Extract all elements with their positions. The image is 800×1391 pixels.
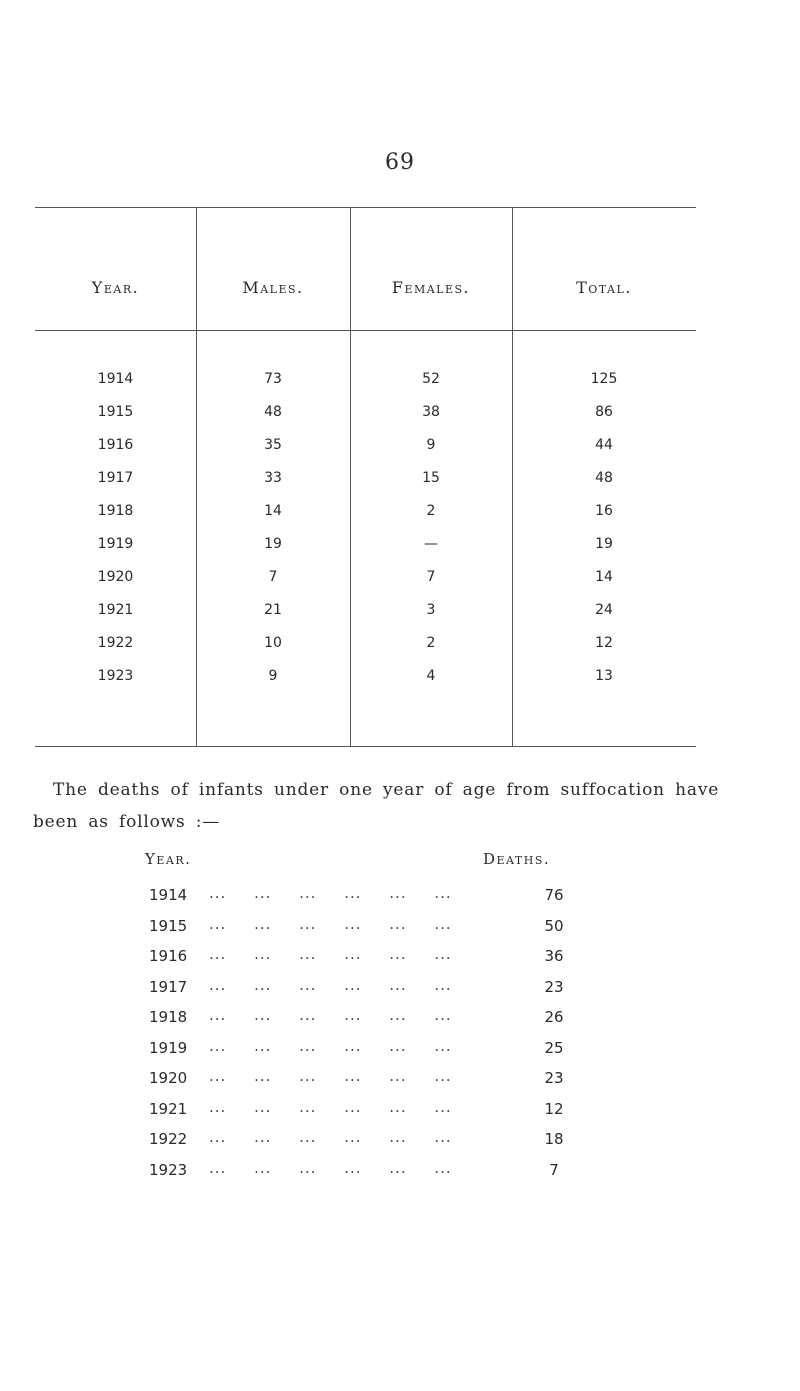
cell-year: 1914 xyxy=(97,371,134,387)
cell-males: 14 xyxy=(264,503,282,519)
cell-males: 73 xyxy=(264,371,282,387)
list-deaths: 76 xyxy=(544,886,564,904)
dot-leader: ... ... ... ... ... ... xyxy=(209,1067,452,1085)
table-row xyxy=(35,503,696,523)
list-year: 1914 xyxy=(149,886,188,904)
paragraph-line-2: been as follows :— xyxy=(33,812,221,832)
dot-leader: ... ... ... ... ... ... xyxy=(209,914,452,933)
list-deaths: 23 xyxy=(544,1069,564,1087)
dot-leader: ... ... ... ... ... ... xyxy=(209,1158,452,1177)
cell-total: 12 xyxy=(595,635,613,651)
cell-total: 14 xyxy=(595,569,613,585)
cell-females: 15 xyxy=(422,470,440,486)
cell-total: 125 xyxy=(590,371,618,387)
table-row xyxy=(35,536,696,556)
list-deaths: 12 xyxy=(544,1099,564,1118)
cell-males: 35 xyxy=(264,437,282,453)
list-year: 1917 xyxy=(149,977,188,996)
list-year: 1918 xyxy=(149,1008,188,1026)
table-row xyxy=(35,404,696,424)
cell-year: 1919 xyxy=(97,536,134,552)
cell-males: 48 xyxy=(264,404,282,420)
list-item xyxy=(149,886,579,910)
list-deaths: 23 xyxy=(544,977,564,996)
list-year: 1920 xyxy=(149,1069,188,1087)
list-item xyxy=(149,914,579,941)
cell-total: 86 xyxy=(595,404,613,420)
cell-females: 38 xyxy=(422,404,440,420)
header-females: Females. xyxy=(391,278,471,297)
dot-leader: ... ... ... ... ... ... xyxy=(209,945,452,963)
cell-year: 1922 xyxy=(97,635,134,651)
table-row xyxy=(35,668,696,688)
header-year: Year. xyxy=(91,278,140,297)
dot-leader: ... ... ... ... ... ... xyxy=(209,1097,452,1116)
dot-leader: ... ... ... ... ... ... xyxy=(209,1128,452,1146)
list-header-deaths: Deaths. xyxy=(483,850,551,868)
cell-females: 2 xyxy=(426,503,436,519)
cell-year: 1916 xyxy=(97,437,134,453)
list-item xyxy=(149,975,579,1002)
table-row xyxy=(35,470,696,490)
list-item xyxy=(149,1097,579,1124)
dot-leader: ... ... ... ... ... ... xyxy=(209,975,452,994)
table-row xyxy=(35,602,696,622)
cell-year: 1917 xyxy=(97,470,134,486)
table-row xyxy=(35,635,696,655)
dot-leader: ... ... ... ... ... ... xyxy=(209,884,452,902)
cell-males: 33 xyxy=(264,470,282,486)
dot-leader: ... ... ... ... ... ... xyxy=(209,1006,452,1024)
cell-females: 52 xyxy=(422,371,440,387)
paragraph-line-1: The deaths of infants under one year of age from suffocation have xyxy=(53,780,720,800)
cell-males: 21 xyxy=(264,602,282,618)
list-item xyxy=(149,1069,579,1093)
list-year: 1916 xyxy=(149,947,188,965)
cell-total: 19 xyxy=(595,536,613,552)
cell-total: 48 xyxy=(595,470,613,486)
cell-total: 24 xyxy=(595,602,613,618)
cell-total: 16 xyxy=(595,503,613,519)
page-number: 69 xyxy=(385,150,415,175)
list-deaths: 25 xyxy=(544,1038,564,1057)
cell-males: 10 xyxy=(264,635,282,651)
list-item xyxy=(149,1130,579,1154)
table-row xyxy=(35,569,696,589)
list-year: 1919 xyxy=(149,1038,188,1057)
cell-year: 1915 xyxy=(97,404,134,420)
cell-females: 7 xyxy=(426,569,436,585)
cell-females: — xyxy=(424,536,438,552)
list-header-year: Year. xyxy=(145,850,192,868)
list-item xyxy=(149,1158,579,1185)
cell-year: 1920 xyxy=(97,569,134,585)
list-deaths: 18 xyxy=(544,1130,564,1148)
cell-males: 7 xyxy=(268,569,278,585)
list-year: 1923 xyxy=(149,1160,188,1179)
cell-year: 1918 xyxy=(97,503,134,519)
list-year: 1915 xyxy=(149,916,188,935)
table-row xyxy=(35,371,696,391)
header-males: Males. xyxy=(242,278,304,297)
cell-females: 2 xyxy=(426,635,436,651)
cell-females: 3 xyxy=(426,602,436,618)
cell-males: 19 xyxy=(264,536,282,552)
list-item xyxy=(149,1036,579,1063)
cell-year: 1923 xyxy=(97,668,134,684)
list-deaths: 50 xyxy=(544,916,564,935)
cell-total: 13 xyxy=(595,668,613,684)
list-year: 1922 xyxy=(149,1130,188,1148)
cell-males: 9 xyxy=(268,668,278,684)
table-row xyxy=(35,437,696,457)
header-total: Total. xyxy=(576,278,632,297)
list-item xyxy=(149,947,579,971)
cell-total: 44 xyxy=(595,437,613,453)
list-deaths: 26 xyxy=(544,1008,564,1026)
cell-year: 1921 xyxy=(97,602,134,618)
suffocation-paragraph xyxy=(33,774,793,838)
list-deaths: 36 xyxy=(544,947,564,965)
list-deaths: 7 xyxy=(549,1160,559,1179)
cell-females: 4 xyxy=(426,668,436,684)
infant-deaths-table xyxy=(35,207,696,747)
dot-leader: ... ... ... ... ... ... xyxy=(209,1036,452,1055)
header-divider xyxy=(35,330,696,331)
list-year: 1921 xyxy=(149,1099,188,1118)
list-item xyxy=(149,1008,579,1032)
cell-females: 9 xyxy=(426,437,436,453)
